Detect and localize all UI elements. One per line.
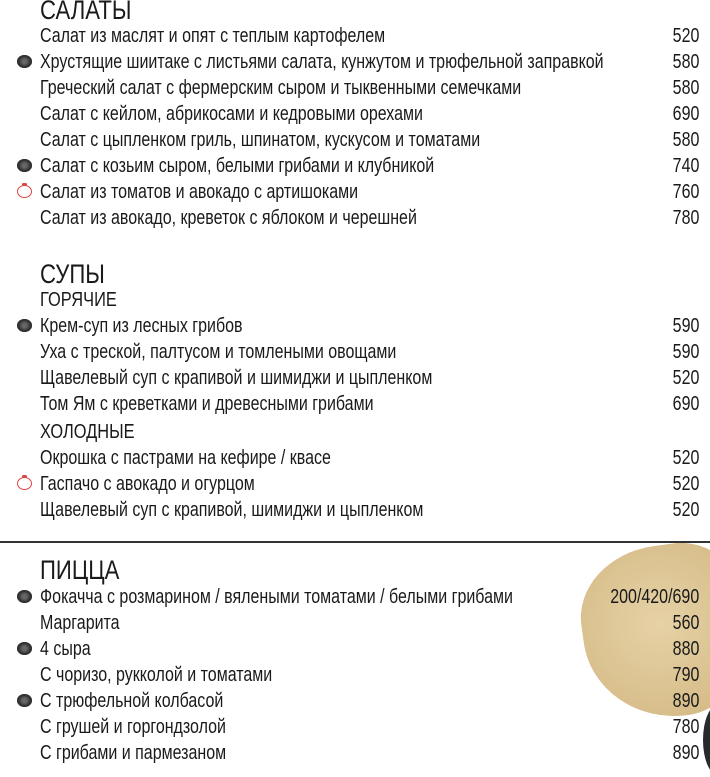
menu-item-price: 580 <box>672 77 699 99</box>
menu-item-price: 780 <box>672 207 699 229</box>
menu-item-price: 760 <box>672 181 699 203</box>
menu-item-price: 890 <box>672 742 699 764</box>
menu-item-price: 580 <box>672 129 699 151</box>
menu-item-name: С грушей и горгондзолой <box>40 716 226 738</box>
menu-item-name: Салат с цыпленком гриль, шпинатом, кускусом и томатами <box>40 129 481 151</box>
menu-item-price: 520 <box>672 473 699 495</box>
menu-item-price: 890 <box>672 690 699 712</box>
menu-item <box>0 49 710 75</box>
menu-item-price: 690 <box>672 393 699 415</box>
menu-item <box>0 23 710 49</box>
menu-item <box>0 584 710 610</box>
menu-item <box>0 740 710 766</box>
menu-item-price: 690 <box>672 103 699 125</box>
menu-item-price: 520 <box>672 25 699 47</box>
menu-item-name: С трюфельной колбасой <box>40 690 224 712</box>
menu-item-name: Щавелевый суп с крапивой, шимиджи и цыпленком <box>40 499 424 521</box>
menu-item-name: 4 сыра <box>40 638 91 660</box>
menu-item-name: Том Ям с креветками и древесными грибами <box>40 393 374 415</box>
menu-item-price: 520 <box>672 367 699 389</box>
truffle-icon <box>17 159 32 172</box>
menu-item-price: 740 <box>672 155 699 177</box>
menu-item-name: Салат с кейлом, абрикосами и кедровыми орехами <box>40 103 423 125</box>
menu-item <box>0 688 710 714</box>
menu-item-name: Щавелевый суп с крапивой и шимиджи и цыпленком <box>40 367 433 389</box>
section-title: САЛАТЫ <box>40 0 132 25</box>
menu-item-price: 520 <box>672 447 699 469</box>
menu-item-price: 520 <box>672 499 699 521</box>
menu-item-name: Фокачча с розмарином / вялеными томатами / белыми грибами <box>40 586 513 608</box>
menu-item-name: Греческий салат с фермерским сыром и тыквенными семечками <box>40 77 522 99</box>
menu-item-name: Окрошка с пастрами на кефире / квасе <box>40 447 331 469</box>
truffle-icon <box>17 694 32 707</box>
menu-item <box>0 365 710 391</box>
menu-item-name: Салат с козьим сыром, белыми грибами и клубникой <box>40 155 435 177</box>
menu-item <box>0 75 710 101</box>
menu-item <box>0 610 710 636</box>
subsection-title: ГОРЯЧИЕ <box>40 289 117 311</box>
section-title: СУПЫ <box>40 259 105 289</box>
menu-item <box>0 339 710 365</box>
menu-item <box>0 313 710 339</box>
menu-item-name: Хрустящие шиитаке с листьями салата, кунжутом и трюфельной заправкой <box>40 51 604 73</box>
tomato-icon <box>17 477 32 490</box>
menu-item <box>0 179 710 205</box>
menu-item-name: Уха с треской, палтусом и томлеными овощами <box>40 341 397 363</box>
menu-item <box>0 101 710 127</box>
truffle-icon <box>17 55 32 68</box>
menu-item-price: 590 <box>672 315 699 337</box>
menu-item-price: 560 <box>672 612 699 634</box>
truffle-icon <box>17 319 32 332</box>
menu-item-price: 780 <box>672 716 699 738</box>
menu-item <box>0 497 710 523</box>
menu-item-price: 790 <box>672 664 699 686</box>
menu-item <box>0 662 710 688</box>
truffle-icon <box>17 642 32 655</box>
menu-item-name: Маргарита <box>40 612 120 634</box>
menu-item-name: Крем-суп из лесных грибов <box>40 315 243 337</box>
menu-item-price: 880 <box>672 638 699 660</box>
section-title: ПИЦЦА <box>40 555 120 585</box>
menu-item-name: Гаспачо с авокадо и огурцом <box>40 473 255 495</box>
section-divider <box>0 541 710 543</box>
menu-item-name: Салат из авокадо, креветок с яблоком и черешней <box>40 207 417 229</box>
menu-item <box>0 391 710 417</box>
menu-item-price: 580 <box>672 51 699 73</box>
menu-item <box>0 127 710 153</box>
truffle-icon <box>17 590 32 603</box>
menu-item-price: 590 <box>672 341 699 363</box>
subsection-title: ХОЛОДНЫЕ <box>40 421 135 443</box>
menu-item <box>0 471 710 497</box>
menu-item-name: С грибами и пармезаном <box>40 742 227 764</box>
menu-item-price: 200/420/690 <box>610 586 699 608</box>
menu-item <box>0 153 710 179</box>
menu-item-name: С чоризо, рукколой и томатами <box>40 664 273 686</box>
menu-item-name: Салат из томатов и авокадо с артишоками <box>40 181 359 203</box>
menu-item <box>0 205 710 231</box>
menu-item-name: Салат из маслят и опят с теплым картофелем <box>40 25 386 47</box>
menu-item <box>0 636 710 662</box>
menu-item <box>0 714 710 740</box>
menu-item <box>0 445 710 471</box>
tomato-icon <box>17 185 32 198</box>
